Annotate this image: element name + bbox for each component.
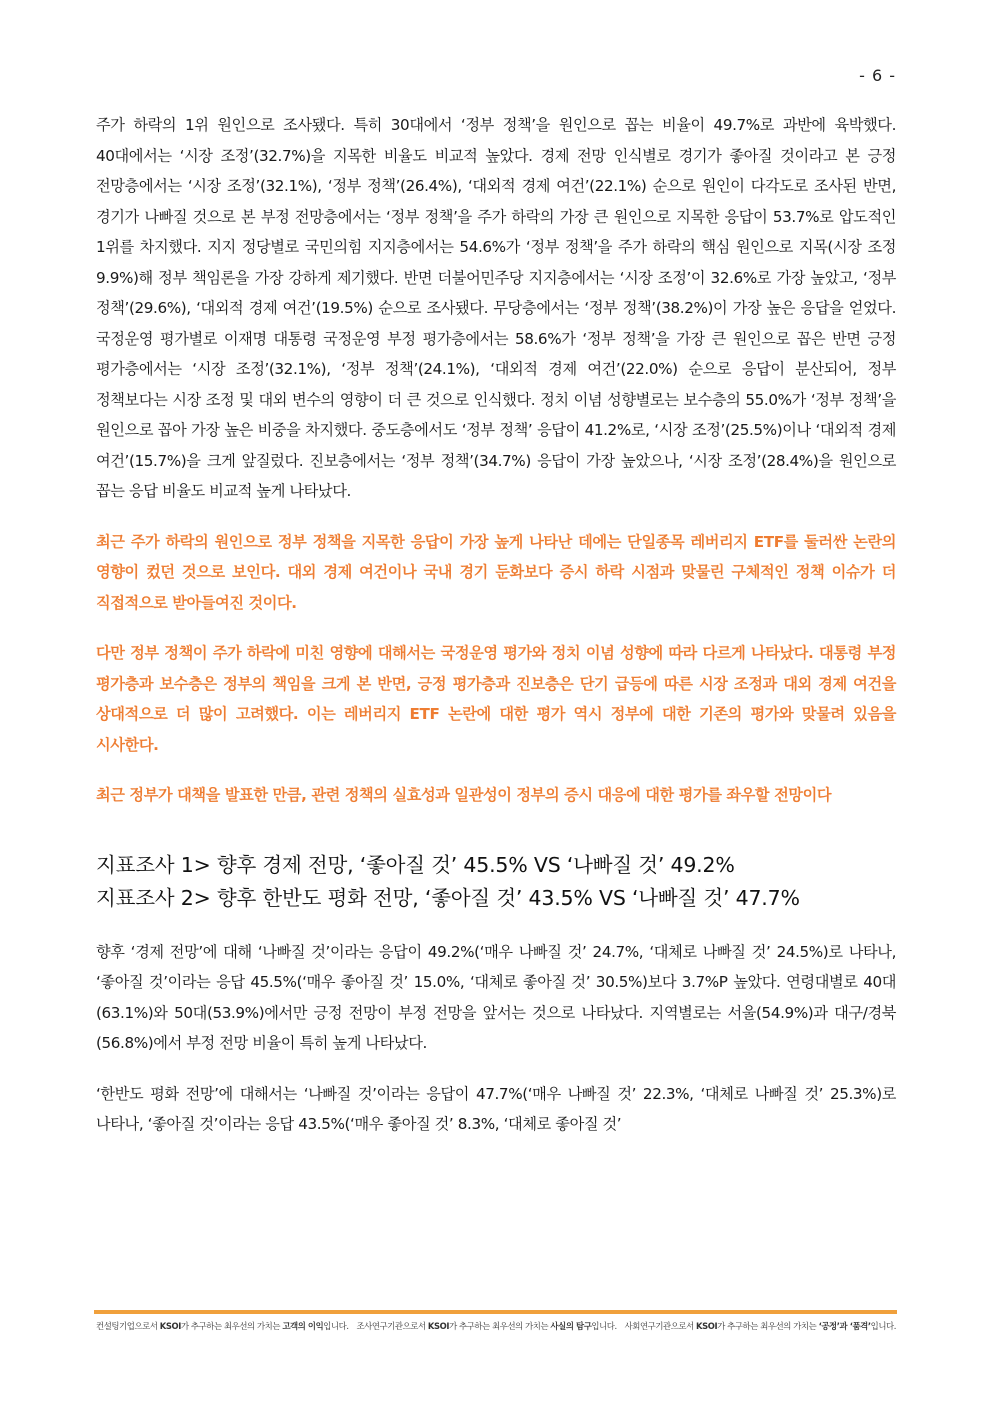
highlight-paragraph-2: 다만 정부 정책이 주가 하락에 미친 영향에 대해서는 국정운영 평가와 정치 이념 성향에 따라 다르게 나타났다. 대통령 부정 평가층과 보수층은 정부의 책임을 크게 본 반면, 긍정 평가층과 진보층은 단기 급등에 따른 시장 조정과 대외 경제 여건을 상대적으로 더 많이 고려했다. 이는 레버리지 ETF 논란에 대한 평가 역시 정부에 대한 기존의 평가와 맞물려 있음을 시사한다. [96, 644, 896, 754]
footer-slogan-2: 조사연구기관으로서 KSOI가 추구하는 최우선의 가치는 사실의 탐구입니다. [356, 1321, 617, 1331]
body-paragraph-1: 주가 하락의 1위 원인으로 조사됐다. 특히 30대에서 ‘정부 정책’을 원인으로 꼽는 비율이 49.7%로 과반에 육박했다. 40대에서는 ‘시장 조정’(32.7%)을 지목한 비율도 비교적 높았다. 경제 전망 인식별로 경기가 좋아질 것이라고 본 긍정 전망층에서는 ‘시장 조정’(32.1%), ‘정부 정책’(26.4%), ‘대외적 경제 여건’(22.1%) 순으로 원인이 다각도로 조사된 반면, 경기가 나빠질 것으로 본 부정 전망층에서는 ‘정부 정책’을 주가 하락의 가장 큰 원인으로 지목한 응답이 53.7%로 압도적인 1위를 차지했다. 지지 정당별로 국민의힘 지지층에서는 54.6%가 ‘정부 정책’을 주가 하락의 핵심 원인으로 지목(시장 조정 9.9%)해 정부 책임론을 가장 강하게 제기했다. 반면 더불어민주당 지지층에서는 ‘시장 조정’이 32.6%로 가장 높았고, ‘정부 정책’(29.6%), ‘대외적 경제 여건’(19.5%) 순으로 조사됐다. 무당층에서는 ‘정부 정책’(38.2%)이 가장 높은 응답을 얻었다. 국정운영 평가별로 이재명 대통령 국정운영 부정 평가층에서는 58.6%가 ‘정부 정책’을 가장 큰 원인으로 꼽은 반면 긍정 평가층에서는 ‘시장 조정’(32.1%), ‘정부 정책’(24.1%), ‘대외적 경제 여건’(22.0%) 순으로 응답이 분산되어, 정부 정책보다는 시장 조정 및 대외 변수의 영향이 더 큰 것으로 인식했다. 정치 이념 성향별로는 보수층의 55.0%가 ‘정부 정책’을 원인으로 꼽아 가장 높은 비중을 차지했다. 중도층에서도 ‘정부 정책’ 응답이 41.2%로, ‘시장 조정’(25.5%)이나 ‘대외적 경제 여건’(15.7%)을 크게 앞질렀다. 진보층에서는 ‘정부 정책’(34.7%) 응답이 가장 높았으나, ‘시장 조정’(28.4%)을 원인으로 꼽는 응답 비율도 비교적 높게 나타났다. [96, 116, 896, 500]
indicator-headings [96, 849, 896, 915]
highlight-paragraph-1: 최근 주가 하락의 원인으로 정부 정책을 지목한 응답이 가장 높게 나타난 데에는 단일종목 레버리지 ETF를 둘러싼 논란의 영향이 컸던 것으로 보인다. 대외 경제 여건이나 국내 경기 둔화보다 증시 하락 시점과 맞물린 구체적인 정책 이슈가 더 직접적으로 받아들여진 것이다. [96, 532, 896, 612]
economic-outlook-paragraph: 향후 ‘경제 전망’에 대해 ‘나빠질 것’이라는 응답이 49.2%(‘매우 나빠질 것’ 24.7%, ‘대체로 나빠질 것’ 24.5%)로 나타나, ‘좋아질 것’이라는 응답 45.5%(‘매우 좋아질 것’ 15.0%, ‘대체로 좋아질 것’ 30.5%)보다 3.7%P 높았다. 연령대별로 40대(63.1%)와 50대(53.9%)에서만 긍정 전망이 부정 전망을 앞서는 것으로 나타났다. 지역별로는 서울(54.9%)과 대구/경북(56.8%)에서 부정 전망 비율이 특히 높게 나타났다. [96, 942, 896, 1052]
indicator-heading-1: 지표조사 1> 향후 경제 전망, ‘좋아질 것’ 45.5% VS ‘나빠질 것’ 49.2% [96, 852, 735, 877]
highlight-paragraph-3: 최근 정부가 대책을 발표한 만큼, 관련 정책의 실효성과 일관성이 정부의 증시 대응에 대한 평가를 좌우할 전망이다 [96, 786, 832, 804]
indicator-heading-2: 지표조사 2> 향후 한반도 평화 전망, ‘좋아질 것’ 43.5% VS ‘나빠질 것’ 47.7% [96, 885, 800, 910]
footer-slogan-1: 컨설팅기업으로서 KSOI가 추구하는 최우선의 가치는 고객의 이익입니다. [96, 1321, 349, 1331]
document-body [96, 110, 896, 1140]
peace-outlook-paragraph: ‘한반도 평화 전망’에 대해서는 ‘나빠질 것’이라는 응답이 47.7%(‘매우 나빠질 것’ 22.3%, ‘대체로 나빠질 것’ 25.3%)로 나타나, ‘좋아질 것’이라는 응답 43.5%(‘매우 좋아질 것’ 8.3%, ‘대체로 좋아질 것’ [96, 1084, 896, 1133]
footer-divider [94, 1310, 897, 1314]
page-number: - 6 - [859, 66, 896, 85]
footer [96, 1320, 896, 1332]
footer-slogan-3: 사회연구기관으로서 KSOI가 추구하는 최우선의 가치는 ‘공정’과 ‘품격’입니다. [624, 1321, 896, 1331]
